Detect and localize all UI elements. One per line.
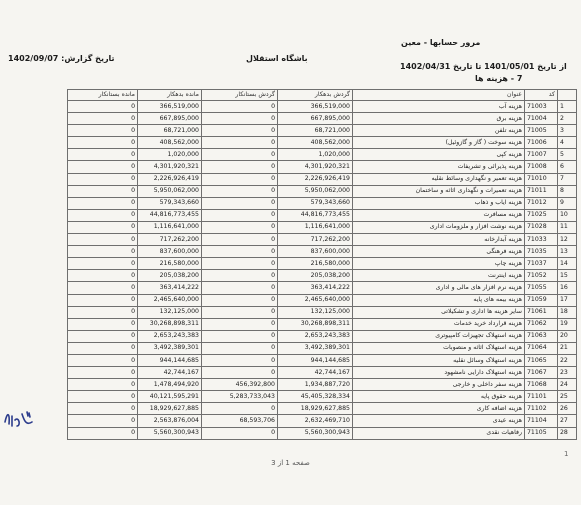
report-date-value: 1402/09/07 [8,54,59,63]
cell-balance-debit: 3,492,389,301 [138,342,202,354]
cell-debit-turnover: 205,038,200 [278,270,353,282]
cell-index: 8 [558,185,577,197]
cell-title: سایر هزینه ها اداری و تشکیلاتی [353,306,525,318]
cell-index: 3 [558,125,577,137]
cell-code: 71011 [525,185,558,197]
cell-balance-credit: 0 [68,197,138,209]
table-row [68,101,577,113]
table-row [68,234,577,246]
cell-index: 22 [558,354,577,366]
table-row [68,391,577,403]
table-row [68,379,577,391]
cell-balance-debit: 944,144,685 [138,354,202,366]
table-row [68,173,577,185]
cell-balance-credit: 0 [68,294,138,306]
cell-debit-turnover: 579,343,660 [278,197,353,209]
cell-title: هزینه پذیرائی و تشریفات [353,161,525,173]
cell-title: هزینه تعمیر و نگهداری وسائط نقلیه [353,173,525,185]
cell-index: 24 [558,379,577,391]
cell-index: 19 [558,318,577,330]
cell-code: 71055 [525,282,558,294]
cell-balance-credit: 0 [68,149,138,161]
cell-debit-turnover: 2,226,926,419 [278,173,353,185]
col-header-title: عنوان [353,90,525,101]
cell-index: 18 [558,306,577,318]
cell-credit-turnover: 0 [202,185,278,197]
cell-title: هزینه بیمه های پایه [353,294,525,306]
cell-balance-credit: 0 [68,427,138,439]
cell-debit-turnover: 667,895,000 [278,113,353,125]
cell-balance-credit: 0 [68,258,138,270]
table-row [68,330,577,342]
cell-code: 71003 [525,101,558,113]
cell-code: 71104 [525,415,558,427]
cell-debit-turnover: 45,405,328,334 [278,391,353,403]
cell-title: هزینه برق [353,113,525,125]
cell-index: 10 [558,209,577,221]
cell-title: هزینه چاپ [353,258,525,270]
page-footer: صفحه 1 از 3 [271,459,310,467]
cell-code: 71052 [525,270,558,282]
cell-debit-turnover: 68,721,000 [278,125,353,137]
cell-balance-debit: 2,653,243,383 [138,330,202,342]
cell-code: 71105 [525,427,558,439]
cell-balance-debit: 2,465,640,000 [138,294,202,306]
cell-debit-turnover: 363,414,222 [278,282,353,294]
col-header-index [558,90,577,101]
cell-balance-credit: 0 [68,173,138,185]
cell-credit-turnover: 456,392,800 [202,379,278,391]
table-header-row [68,90,577,101]
cell-credit-turnover: 0 [202,294,278,306]
cell-debit-turnover: 216,580,000 [278,258,353,270]
cell-credit-turnover: 0 [202,282,278,294]
report-date-label: تاریخ گزارش: [61,54,115,63]
cell-debit-turnover: 30,268,898,311 [278,318,353,330]
cell-credit-turnover: 0 [202,209,278,221]
cell-credit-turnover: 0 [202,125,278,137]
cell-balance-credit: 0 [68,270,138,282]
cell-debit-turnover: 5,560,300,943 [278,427,353,439]
cell-balance-debit: 5,560,300,943 [138,427,202,439]
cell-title: هزینه نوشت افزار و ملزومات اداری [353,221,525,233]
cell-code: 71062 [525,318,558,330]
cell-balance-debit: 42,744,167 [138,367,202,379]
table-row [68,342,577,354]
cell-index: 27 [558,415,577,427]
cell-balance-debit: 363,414,222 [138,282,202,294]
cell-balance-debit: 5,950,062,000 [138,185,202,197]
cell-index: 4 [558,137,577,149]
cell-code: 71035 [525,246,558,258]
cell-title: هزینه عیدی [353,415,525,427]
cell-credit-turnover: 5,283,733,043 [202,391,278,403]
cell-balance-debit: 1,020,000 [138,149,202,161]
cell-balance-debit: 30,268,898,311 [138,318,202,330]
cell-balance-credit: 0 [68,391,138,403]
table-row [68,185,577,197]
cell-title: هزینه آبدارخانه [353,234,525,246]
table-row [68,354,577,366]
cell-balance-credit: 0 [68,209,138,221]
company-name: باشگاه استقلال [246,54,308,63]
cell-debit-turnover: 1,020,000 [278,149,353,161]
table-row [68,113,577,125]
col-header-code: کد [525,90,558,101]
cell-title: رفاهیات نقدی [353,427,525,439]
cell-balance-debit: 837,600,000 [138,246,202,258]
cell-balance-debit: 2,226,926,419 [138,173,202,185]
cell-title: هزینه استهلاک اثاثه و منصوبات [353,342,525,354]
cell-balance-debit: 579,343,660 [138,197,202,209]
cell-index: 9 [558,197,577,209]
cell-title: هزینه مسافرت [353,209,525,221]
cell-credit-turnover: 0 [202,270,278,282]
corner-mark: 1 [564,450,569,458]
cell-balance-debit: 216,580,000 [138,258,202,270]
cell-credit-turnover: 0 [202,354,278,366]
cell-balance-credit: 0 [68,185,138,197]
cell-title: هزینه استهلاک دارایی نامشهود [353,367,525,379]
cell-debit-turnover: 5,950,062,000 [278,185,353,197]
cell-title: هزینه کپی [353,149,525,161]
table-row [68,306,577,318]
cell-code: 71004 [525,113,558,125]
cell-index: 15 [558,270,577,282]
cell-code: 71028 [525,221,558,233]
cell-index: 26 [558,403,577,415]
cell-credit-turnover: 0 [202,161,278,173]
cell-balance-credit: 0 [68,125,138,137]
cell-balance-credit: 0 [68,246,138,258]
cell-title: هزینه اضافه کاری [353,403,525,415]
cell-code: 71037 [525,258,558,270]
cell-code: 71033 [525,234,558,246]
cell-credit-turnover: 0 [202,101,278,113]
cell-code: 71012 [525,197,558,209]
cell-balance-debit: 40,121,595,291 [138,391,202,403]
col-header-balance-debit: مانده بدهکار [138,90,202,101]
cell-code: 71059 [525,294,558,306]
cell-credit-turnover: 0 [202,330,278,342]
cell-debit-turnover: 717,262,200 [278,234,353,246]
cell-balance-debit: 1,478,494,920 [138,379,202,391]
cell-balance-credit: 0 [68,161,138,173]
table-row [68,258,577,270]
cell-balance-credit: 0 [68,330,138,342]
cell-debit-turnover: 18,929,627,885 [278,403,353,415]
cell-code: 71068 [525,379,558,391]
cell-balance-credit: 0 [68,415,138,427]
cell-title: هزینه تعمیرات و نگهداری اثاثه و ساختمان [353,185,525,197]
cell-debit-turnover: 1,934,887,720 [278,379,353,391]
cell-debit-turnover: 366,519,000 [278,101,353,113]
cell-code: 71006 [525,137,558,149]
table-row [68,294,577,306]
ledger-table [67,89,577,440]
cell-code: 71101 [525,391,558,403]
table-row [68,270,577,282]
cell-credit-turnover: 0 [202,149,278,161]
cell-balance-credit: 0 [68,318,138,330]
cell-credit-turnover: 0 [202,403,278,415]
cell-credit-turnover: 0 [202,137,278,149]
table-row [68,403,577,415]
cell-balance-credit: 0 [68,101,138,113]
cell-title: هزینه آب [353,101,525,113]
cell-debit-turnover: 2,465,640,000 [278,294,353,306]
cell-balance-credit: 0 [68,113,138,125]
cell-title: هزینه تلفن [353,125,525,137]
cell-code: 71025 [525,209,558,221]
cell-debit-turnover: 3,492,389,301 [278,342,353,354]
table-row [68,221,577,233]
cell-code: 71005 [525,125,558,137]
handwritten-signature [2,404,36,434]
cell-code: 71010 [525,173,558,185]
cell-balance-credit: 0 [68,282,138,294]
cell-balance-debit: 205,038,200 [138,270,202,282]
cell-credit-turnover: 0 [202,306,278,318]
cell-title: هزینه قرارداد خرید خدمات [353,318,525,330]
cell-balance-credit: 0 [68,137,138,149]
cell-debit-turnover: 2,653,243,383 [278,330,353,342]
cell-balance-debit: 4,301,920,321 [138,161,202,173]
cell-balance-debit: 132,125,000 [138,306,202,318]
cell-credit-turnover: 0 [202,318,278,330]
cell-index: 16 [558,282,577,294]
cell-index: 17 [558,294,577,306]
cell-title: هزینه حقوق پایه [353,391,525,403]
account-group: 7 - هزینه ها [475,74,523,83]
cell-debit-turnover: 132,125,000 [278,306,353,318]
table-row [68,427,577,439]
cell-title: هزینه فرهنگی [353,246,525,258]
cell-debit-turnover: 42,744,167 [278,367,353,379]
report-title: مرور حسابها - معین [401,38,481,47]
cell-credit-turnover: 0 [202,173,278,185]
cell-balance-credit: 0 [68,221,138,233]
cell-credit-turnover: 68,593,706 [202,415,278,427]
cell-credit-turnover: 0 [202,221,278,233]
cell-index: 21 [558,342,577,354]
cell-title: هزینه سفر داخلی و خارجی [353,379,525,391]
cell-debit-turnover: 837,600,000 [278,246,353,258]
cell-code: 71065 [525,354,558,366]
cell-credit-turnover: 0 [202,234,278,246]
cell-index: 14 [558,258,577,270]
cell-index: 5 [558,149,577,161]
cell-debit-turnover: 4,301,920,321 [278,161,353,173]
cell-debit-turnover: 44,816,773,455 [278,209,353,221]
cell-balance-debit: 667,895,000 [138,113,202,125]
cell-title: هزینه ایاب و ذهاب [353,197,525,209]
cell-balance-debit: 44,816,773,455 [138,209,202,221]
cell-credit-turnover: 0 [202,342,278,354]
cell-code: 71008 [525,161,558,173]
cell-credit-turnover: 0 [202,113,278,125]
cell-title: هزینه اینترنت [353,270,525,282]
cell-title: هزینه استهلاک وسائل نقلیه [353,354,525,366]
cell-credit-turnover: 0 [202,258,278,270]
report-date-line [8,54,115,63]
table-row [68,149,577,161]
cell-index: 6 [558,161,577,173]
cell-code: 71064 [525,342,558,354]
table-row [68,246,577,258]
cell-code: 71102 [525,403,558,415]
cell-balance-credit: 0 [68,234,138,246]
cell-index: 13 [558,246,577,258]
cell-index: 1 [558,101,577,113]
cell-balance-debit: 68,721,000 [138,125,202,137]
cell-index: 11 [558,221,577,233]
cell-balance-debit: 717,262,200 [138,234,202,246]
cell-index: 2 [558,113,577,125]
cell-balance-debit: 408,562,000 [138,137,202,149]
cell-balance-debit: 366,519,000 [138,101,202,113]
cell-balance-debit: 2,563,876,004 [138,415,202,427]
cell-balance-credit: 0 [68,367,138,379]
cell-code: 71061 [525,306,558,318]
cell-index: 28 [558,427,577,439]
period-range: از تاریخ 1401/05/01 تا تاریخ 1402/04/31 [400,62,567,71]
cell-code: 71067 [525,367,558,379]
cell-credit-turnover: 0 [202,197,278,209]
cell-balance-debit: 18,929,627,885 [138,403,202,415]
table-row [68,137,577,149]
table-row [68,318,577,330]
cell-index: 12 [558,234,577,246]
cell-debit-turnover: 944,144,685 [278,354,353,366]
cell-title: هزینه نرم افزار های مالی و اداری [353,282,525,294]
cell-title: هزینه سوخت ( گاز و گازوئیل) [353,137,525,149]
col-header-balance-credit: مانده بستانکار [68,90,138,101]
cell-index: 25 [558,391,577,403]
cell-balance-credit: 0 [68,342,138,354]
col-header-credit-turnover: گردش بستانکار [202,90,278,101]
cell-credit-turnover: 0 [202,246,278,258]
table-row [68,125,577,137]
table-row [68,161,577,173]
cell-balance-credit: 0 [68,403,138,415]
cell-debit-turnover: 1,116,641,000 [278,221,353,233]
table-row [68,367,577,379]
cell-index: 7 [558,173,577,185]
cell-balance-credit: 0 [68,306,138,318]
table-row [68,282,577,294]
table-row [68,209,577,221]
cell-debit-turnover: 408,562,000 [278,137,353,149]
table-row [68,197,577,209]
cell-index: 23 [558,367,577,379]
col-header-debit-turnover: گردش بدهکار [278,90,353,101]
cell-credit-turnover: 0 [202,367,278,379]
cell-code: 71007 [525,149,558,161]
cell-title: هزینه استهلاک تجهیزات کامپیوتری [353,330,525,342]
cell-balance-credit: 0 [68,354,138,366]
cell-balance-credit: 0 [68,379,138,391]
cell-code: 71063 [525,330,558,342]
cell-credit-turnover: 0 [202,427,278,439]
cell-debit-turnover: 2,632,469,710 [278,415,353,427]
cell-balance-debit: 1,116,641,000 [138,221,202,233]
table-row [68,415,577,427]
cell-index: 20 [558,330,577,342]
